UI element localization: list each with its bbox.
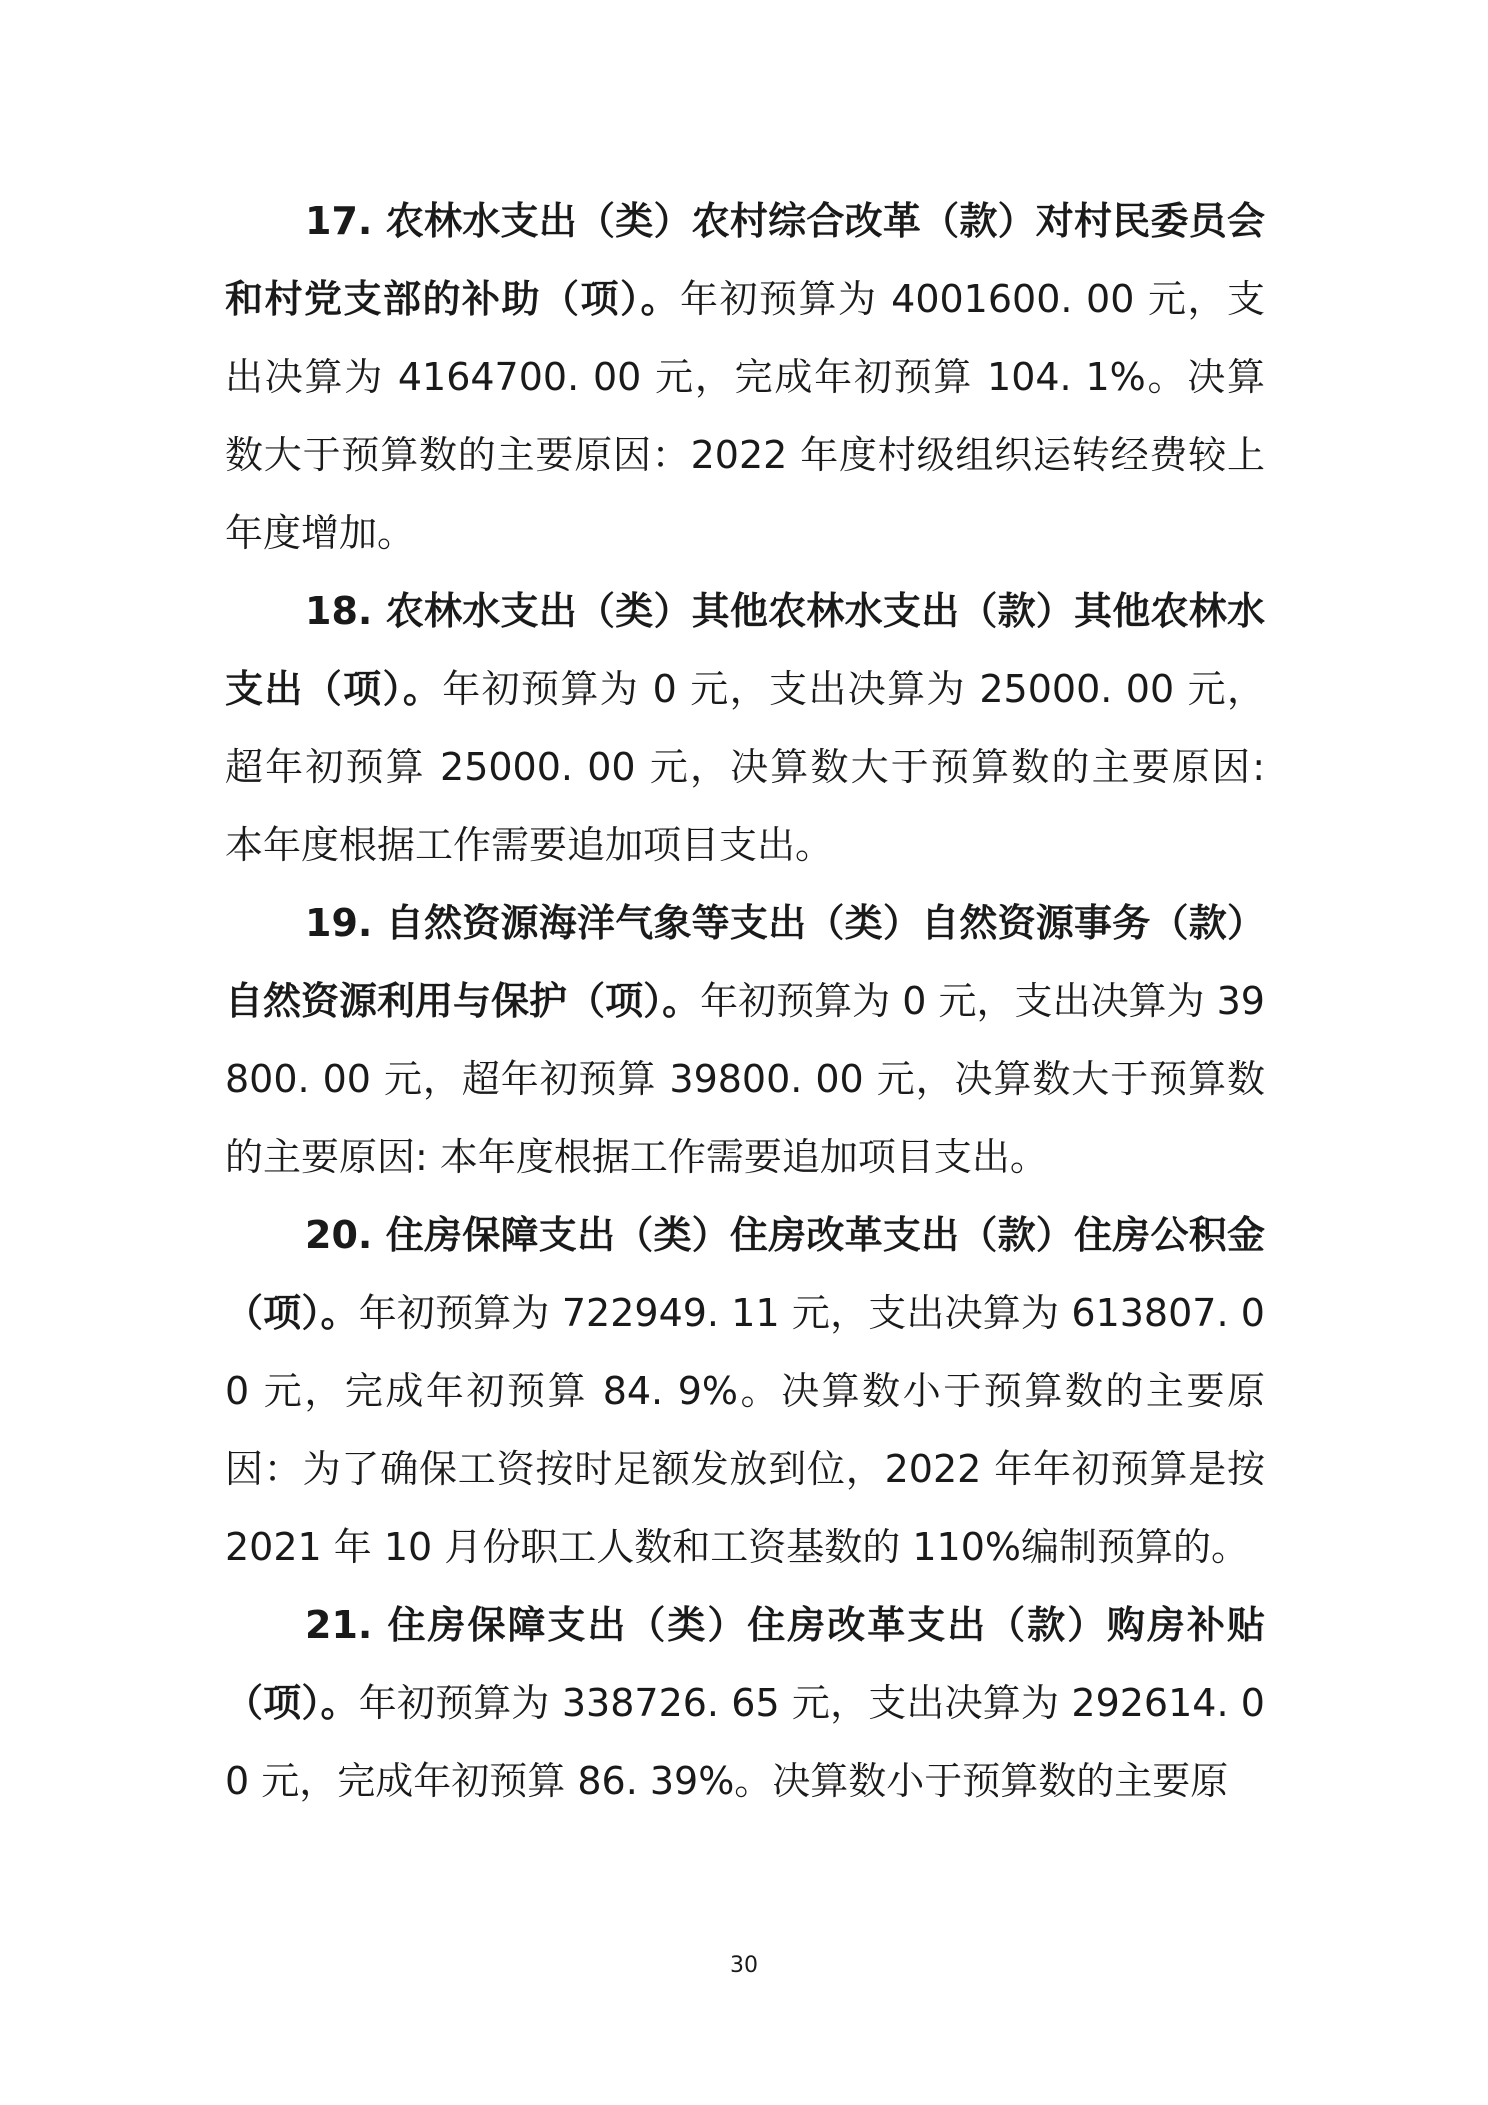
paragraph-18 — [225, 572, 1265, 884]
paragraph-heading: 21. 住房保障支出（类）住房改革支出（款）购房补贴（项）。 — [225, 1603, 1265, 1725]
paragraph-text: 年初预算为 0 元，支出决算为 39800. 00 元，超年初预算 39800. 00 元，决算数大于预算数的主要原因: 本年度根据工作需要追加项目支出。 — [225, 979, 1265, 1179]
paragraph-17 — [225, 182, 1265, 572]
paragraph-21 — [225, 1586, 1265, 1820]
paragraph-heading: 19. 自然资源海洋气象等支出（类）自然资源事务（款）自然资源利用与保护（项）。 — [225, 901, 1265, 1023]
document-body — [225, 182, 1265, 1820]
paragraph-heading: 20. 住房保障支出（类）住房改革支出（款）住房公积金（项）。 — [225, 1213, 1265, 1335]
paragraph-text: 年初预算为 4001600. 00 元，支出决算为 4164700. 00 元，完成年初预算 104. 1%。决算数大于预算数的主要原因：2022 年度村级组织运转经费较上年度增加。 — [225, 277, 1265, 555]
page-number: 30 — [730, 1953, 758, 1978]
paragraph-text: 年初预算为 722949. 11 元，支出决算为 613807. 00 元，完成年初预算 84. 9%。决算数小于预算数的主要原因：为了确保工资按时足额发放到位，2022 年年初预算是按 2021 年 10 月份职工人数和工资基数的 110%编制预算的。 — [225, 1291, 1265, 1569]
paragraph-text: 年初预算为 338726. 65 元，支出决算为 292614. 00 元，完成年初预算 86. 39%。决算数小于预算数的主要原 — [225, 1681, 1265, 1803]
paragraph-19 — [225, 884, 1265, 1196]
paragraph-heading: 18. 农林水支出（类）其他农林水支出（款）其他农林水支出（项）。 — [225, 589, 1265, 711]
paragraph-heading: 17. 农林水支出（类）农村综合改革（款）对村民委员会和村党支部的补助（项）。 — [225, 199, 1265, 321]
paragraph-20 — [225, 1196, 1265, 1586]
paragraph-text: 年初预算为 0 元，支出决算为 25000. 00 元，超年初预算 25000. 00 元，决算数大于预算数的主要原因: 本年度根据工作需要追加项目支出。 — [225, 667, 1265, 867]
